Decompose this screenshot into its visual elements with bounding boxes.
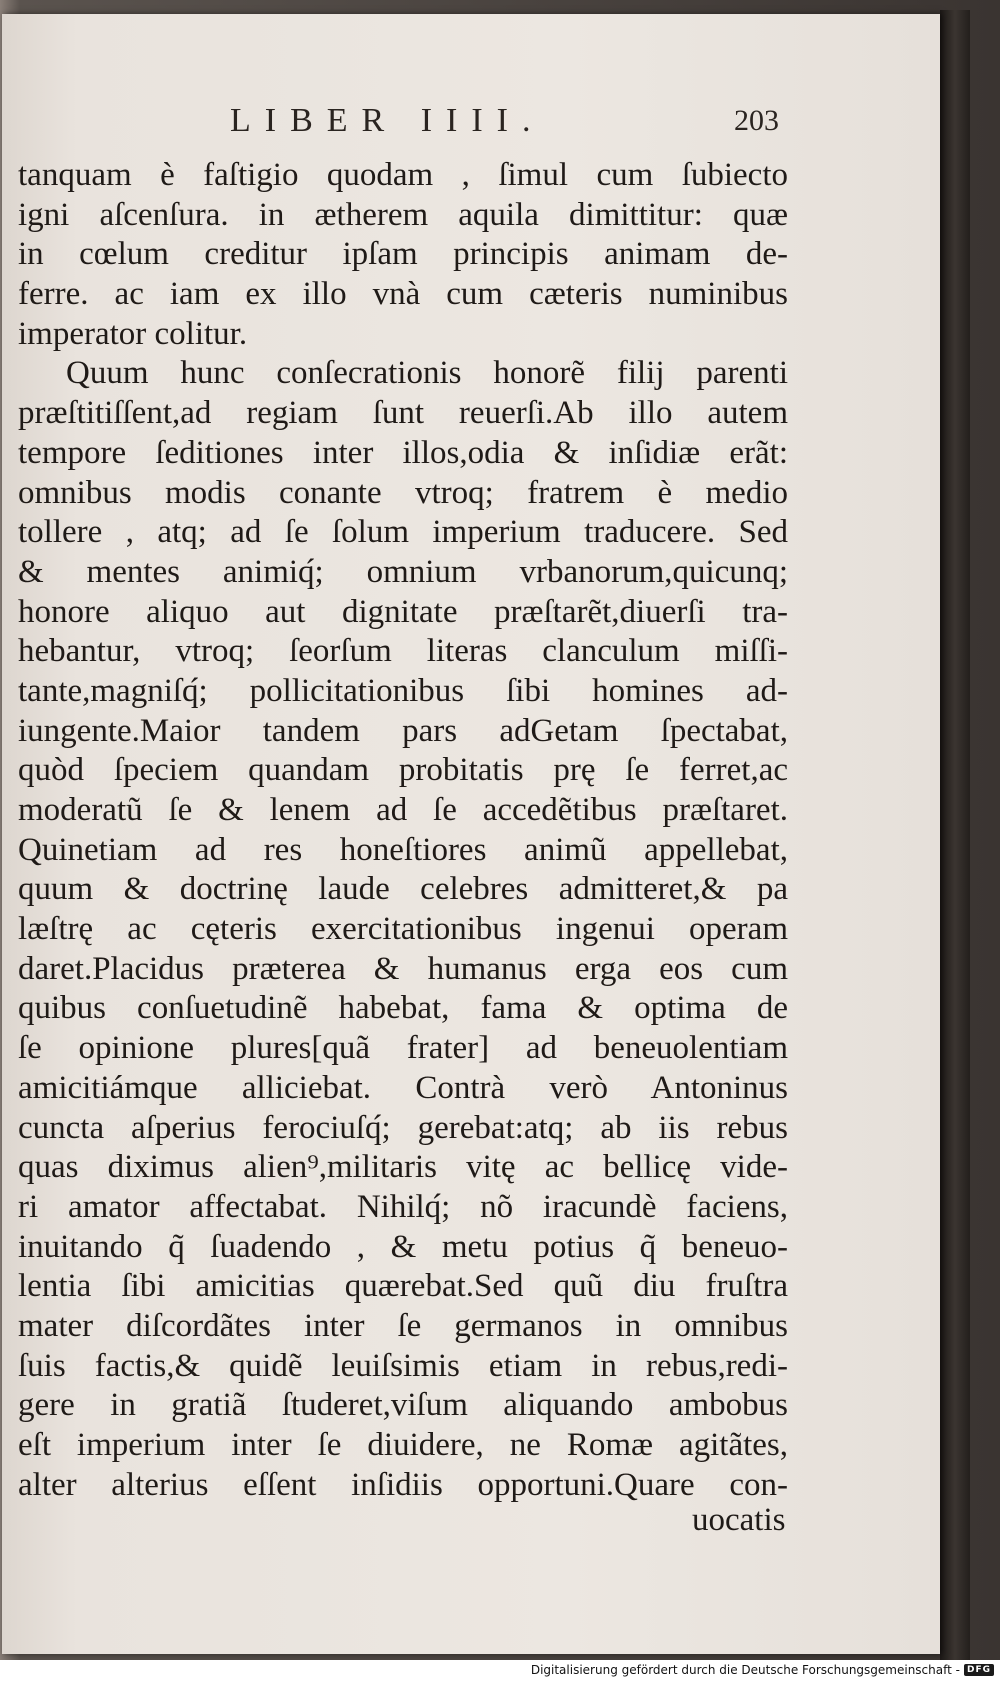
body-text	[18, 156, 788, 1505]
text-line: tanquam è faſtigio quodam , ſimul cum ſubiecto	[18, 157, 788, 193]
text-line: in cœlum creditur ipſam principis animam de-	[18, 236, 788, 273]
text-line: Quum hunc conſecrationis honorẽ filij parenti	[66, 355, 788, 392]
text-line: & mentes animiq́; omnium vrbanorum,quicunq;	[18, 553, 788, 590]
text-line: lentia ſibi amicitias quærebat.Sed quũ diu fruſtra	[18, 1268, 788, 1305]
text-line: quas diximus alien⁹,militaris vitę ac bellicę vide-	[18, 1149, 788, 1186]
text-line: iungente.Maior tandem pars adGetam ſpectabat,	[18, 712, 788, 749]
book-fore-edge	[940, 10, 970, 1660]
text-line: læſtrę ac cęteris exercitationibus ingenui operam	[18, 911, 788, 948]
text-line: omnibus modis conante vtroq; fratrem è medio	[18, 474, 788, 511]
text-line: tempore ſeditiones inter illos,odia & inſidiæ erãt:	[18, 434, 788, 471]
footer-credit: Digitalisierung gefördert durch die Deutsche Forschungsgemeinschaft -	[530, 1663, 960, 1677]
page-header	[2, 102, 940, 152]
text-line: eſt imperium inter ſe diuidere, ne Romæ agitãtes,	[18, 1427, 788, 1463]
catchword: uocatis	[692, 1502, 786, 1538]
dfg-logo-icon: DFG	[964, 1664, 994, 1676]
digitization-footer	[0, 1660, 1000, 1683]
text-line: quibus conſuetudinẽ habebat, fama & optima de	[18, 990, 788, 1027]
text-line: ſuis factis,& quidẽ leuiſsimis etiam in rebus,redi-	[18, 1347, 788, 1384]
text-line: ri amator affectabat. Nihilq́; nõ iracundè faciens,	[18, 1188, 788, 1225]
text-line: Quinetiam ad res honeſtiores animũ appellebat,	[18, 831, 788, 868]
running-head: LIBER IIII.	[230, 102, 545, 139]
text-line: hebantur, vtroq; ſeorſum literas clanculum miſſi-	[18, 633, 788, 670]
book-page	[2, 14, 940, 1654]
text-line: tante,magniſq́; pollicitationibus ſibi homines ad-	[18, 672, 788, 709]
text-line: ferre. ac iam ex illo vnà cum cæteris numinibus	[18, 276, 788, 313]
text-line: alter alterius eſſent inſidiis opportuni.Quare con-	[18, 1466, 788, 1503]
text-line: igni aſcenſura. in ætherem aquila dimittitur: quæ	[18, 196, 788, 233]
text-line: ſe opinione plures[quã frater] ad beneuolentiam	[18, 1030, 788, 1067]
text-line: tollere , atq; ad ſe ſolum imperium traducere. Sed	[18, 514, 788, 551]
page-number: 203	[734, 104, 779, 137]
text-line: honore aliquo aut dignitate præſtarẽt,diuerſi tra-	[18, 593, 788, 630]
text-line: daret.Placidus præterea & humanus erga eos cum	[18, 950, 788, 987]
footer-credit-group	[531, 1663, 994, 1677]
text-line: inuitando q̃ ſuadendo , & metu potius q̃ beneuo-	[18, 1228, 788, 1265]
text-line: moderatũ ſe & lenem ad ſe accedẽtibus præſtaret.	[18, 792, 788, 828]
text-line: præſtitiſſent,ad regiam ſunt reuerſi.Ab illo autem	[18, 395, 788, 432]
text-line: quòd ſpeciem quandam probitatis prę ſe ferret,ac	[18, 752, 788, 789]
text-line: amicitiámque alliciebat. Contrà verò Antoninus	[18, 1069, 788, 1106]
text-line: cuncta aſperius ferociuſq́; gerebat:atq; ab iis rebus	[18, 1109, 788, 1146]
text-line: gere in gratiã ſtuderet,viſum aliquando ambobus	[18, 1387, 788, 1424]
text-line: quum & doctrinę laude celebres admitteret,& pa	[18, 871, 788, 908]
text-line: mater diſcordãtes inter ſe germanos in omnibus	[18, 1307, 788, 1344]
text-line: imperator colitur.	[18, 315, 248, 352]
